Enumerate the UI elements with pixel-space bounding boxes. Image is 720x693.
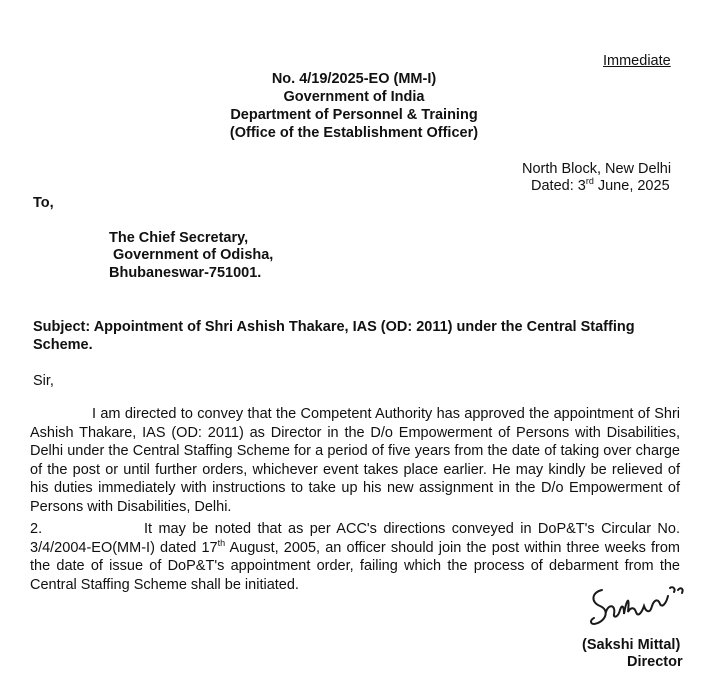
place-location: North Block, New Delhi	[522, 161, 672, 177]
date-superscript: rd	[585, 176, 594, 187]
immediate-label: Immediate	[603, 53, 671, 69]
subject-label: Subject:	[33, 319, 91, 335]
signature-scribble-icon	[588, 582, 688, 632]
subject-line-2: Scheme.	[33, 337, 93, 353]
org-office: (Office of the Establishment Officer)	[229, 125, 479, 141]
date-suffix: June, 2025	[593, 178, 670, 194]
paragraph-1-text: I am directed to convey that the Competent Authority has approved the appointment of Shri Ashish Thakare, IAS (OD: 2011) as Director in the D/o Empowerment of Persons with Disabilities, Delhi under the Central Staffing Scheme for a period of five years from the date of taking over charge of the post or until further orders, whichever event takes place earlier. He may kindly be relieved of his duties immediately with instructions to take up his new assignment in the D/o Empowerment of Persons with Disabilities, Delhi.	[30, 406, 680, 515]
paragraph-2-superscript: th	[217, 537, 226, 548]
paragraph-2-number: 2.	[30, 521, 43, 537]
recipient-line-1: The Chief Secretary,	[109, 230, 249, 246]
handwritten-signature	[588, 582, 688, 632]
salutation: Sir,	[33, 373, 54, 389]
paragraph-2-part-1: It may be noted that as per ACC's directions conveyed in DoP&T's Circular No. 3/4/2004-EO(MM-I) dated 17	[30, 521, 680, 556]
paragraph-2	[30, 520, 680, 594]
paragraph-2-text	[30, 520, 680, 594]
signatory-designation: Director	[627, 654, 683, 670]
to-label: To,	[33, 195, 54, 211]
subject-text: Appointment of Shri Ashish Thakare, IAS (OD: 2011) under the Central Staffing	[93, 319, 635, 335]
letter-date	[531, 177, 670, 195]
file-number: No. 4/19/2025-EO (MM-I)	[271, 71, 437, 87]
paragraph-1	[30, 405, 680, 516]
org-department: Department of Personnel & Training	[230, 107, 478, 123]
recipient-line-3: Bhubaneswar-751001.	[109, 265, 262, 281]
org-government: Government of India	[283, 89, 425, 105]
recipient-line-2: Government of Odisha,	[113, 247, 274, 263]
signatory-name: (Sakshi Mittal)	[582, 637, 681, 653]
subject-line-1	[33, 318, 635, 336]
date-prefix: Dated: 3	[531, 178, 586, 194]
paragraph-2-part-2: August, 2005, an officer should join the post within three weeks from the date of issue of DoP&T's appointment order, failing which the process of debarment from the Central Staffing Scheme shall be initiated.	[30, 539, 680, 593]
